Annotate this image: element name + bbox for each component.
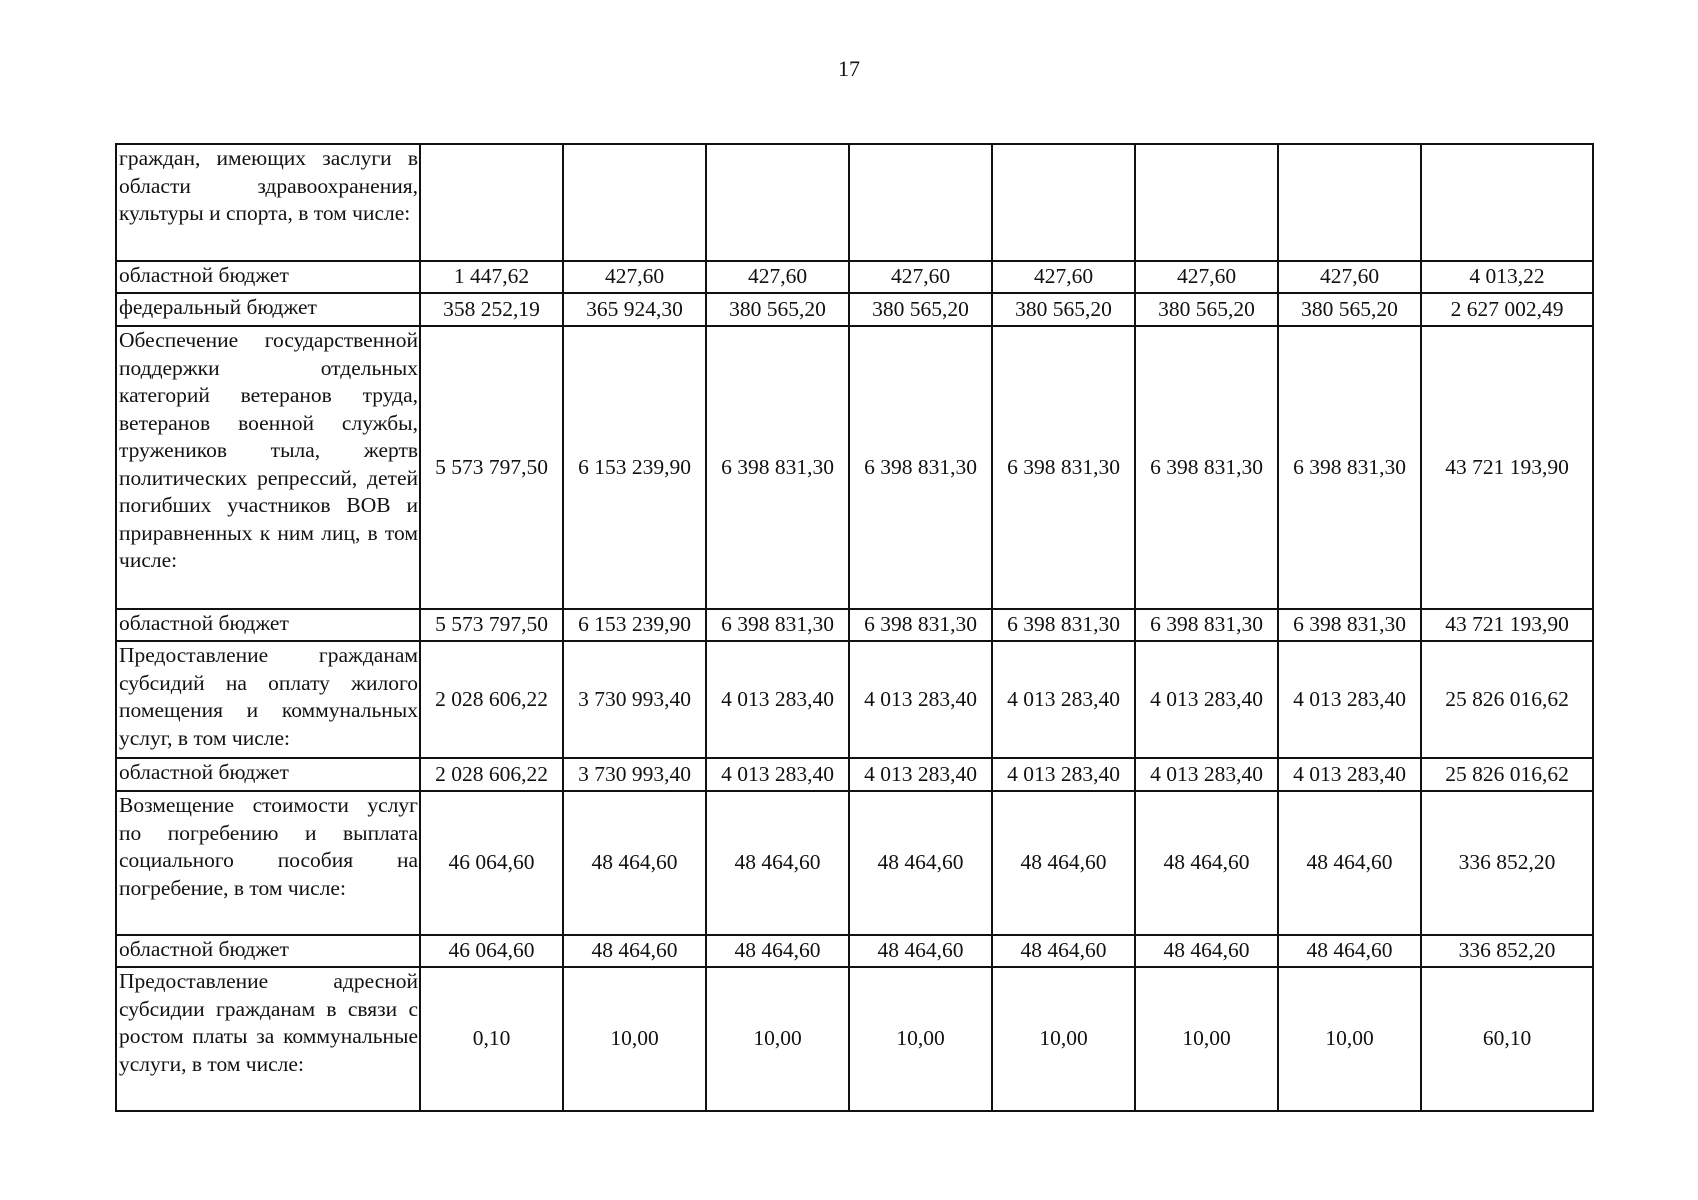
value-cell: 48 464,60 [849, 935, 992, 967]
value-cell: 4 013 283,40 [706, 758, 849, 791]
value-cell: 3 730 993,40 [563, 758, 706, 791]
value-cell: 48 464,60 [563, 935, 706, 967]
value-cell: 427,60 [849, 261, 992, 293]
value-cell [849, 144, 992, 261]
table-row [116, 609, 1593, 641]
value-cell: 4 013 283,40 [849, 758, 992, 791]
value-cell: 427,60 [1278, 261, 1421, 293]
value-cell: 427,60 [992, 261, 1135, 293]
value-cell: 48 464,60 [1278, 791, 1421, 935]
value-cell [706, 144, 849, 261]
value-cell: 6 398 831,30 [1135, 326, 1278, 609]
total-cell: 43 721 193,90 [1421, 609, 1593, 641]
table-row [116, 758, 1593, 791]
value-cell: 48 464,60 [706, 935, 849, 967]
value-cell: 5 573 797,50 [420, 326, 563, 609]
row-label: Обеспечение государственной поддержки отдельных категорий ветеранов труда, ветеранов военной службы, тружеников тыла, жертв политических репрессий, детей погибших участников ВОВ и приравненных к ним лиц, в том числе: [116, 326, 420, 609]
value-cell: 380 565,20 [1135, 293, 1278, 326]
table-row [116, 641, 1593, 758]
total-cell: 2 627 002,49 [1421, 293, 1593, 326]
value-cell: 1 447,62 [420, 261, 563, 293]
value-cell: 48 464,60 [992, 791, 1135, 935]
value-cell: 4 013 283,40 [1278, 758, 1421, 791]
value-cell [1135, 144, 1278, 261]
table-row [116, 791, 1593, 935]
value-cell [420, 144, 563, 261]
row-label: областной бюджет [116, 261, 420, 293]
value-cell: 4 013 283,40 [1135, 641, 1278, 758]
table-row [116, 293, 1593, 326]
value-cell: 380 565,20 [706, 293, 849, 326]
value-cell: 427,60 [563, 261, 706, 293]
value-cell: 358 252,19 [420, 293, 563, 326]
page-number: 17 [838, 56, 860, 81]
value-cell: 3 730 993,40 [563, 641, 706, 758]
row-label: областной бюджет [116, 935, 420, 967]
value-cell: 6 153 239,90 [563, 609, 706, 641]
total-cell: 25 826 016,62 [1421, 758, 1593, 791]
total-cell: 336 852,20 [1421, 935, 1593, 967]
value-cell [1278, 144, 1421, 261]
row-label: областной бюджет [116, 758, 420, 791]
value-cell: 4 013 283,40 [706, 641, 849, 758]
value-cell: 10,00 [1278, 967, 1421, 1111]
value-cell: 10,00 [563, 967, 706, 1111]
value-cell: 6 398 831,30 [706, 609, 849, 641]
value-cell [992, 144, 1135, 261]
table-row [116, 967, 1593, 1111]
value-cell: 4 013 283,40 [992, 758, 1135, 791]
table-row [116, 326, 1593, 609]
table-row [116, 144, 1593, 261]
value-cell: 427,60 [1135, 261, 1278, 293]
value-cell: 6 398 831,30 [1278, 326, 1421, 609]
value-cell: 6 153 239,90 [563, 326, 706, 609]
value-cell: 46 064,60 [420, 935, 563, 967]
value-cell: 365 924,30 [563, 293, 706, 326]
value-cell: 10,00 [992, 967, 1135, 1111]
total-cell: 336 852,20 [1421, 791, 1593, 935]
value-cell: 48 464,60 [1278, 935, 1421, 967]
value-cell: 10,00 [706, 967, 849, 1111]
row-label: Возмещение стоимости услуг по погребению и выплата социального пособия на погребение, в том числе: [116, 791, 420, 935]
value-cell: 380 565,20 [992, 293, 1135, 326]
value-cell: 6 398 831,30 [706, 326, 849, 609]
table-row [116, 261, 1593, 293]
value-cell: 6 398 831,30 [1278, 609, 1421, 641]
value-cell: 6 398 831,30 [849, 609, 992, 641]
value-cell: 4 013 283,40 [849, 641, 992, 758]
value-cell: 10,00 [849, 967, 992, 1111]
row-label: федеральный бюджет [116, 293, 420, 326]
value-cell: 4 013 283,40 [1135, 758, 1278, 791]
value-cell: 48 464,60 [1135, 935, 1278, 967]
value-cell: 10,00 [1135, 967, 1278, 1111]
table-row [116, 935, 1593, 967]
value-cell: 48 464,60 [1135, 791, 1278, 935]
value-cell: 4 013 283,40 [1278, 641, 1421, 758]
value-cell: 4 013 283,40 [992, 641, 1135, 758]
value-cell: 2 028 606,22 [420, 641, 563, 758]
value-cell: 48 464,60 [992, 935, 1135, 967]
value-cell: 0,10 [420, 967, 563, 1111]
value-cell: 6 398 831,30 [849, 326, 992, 609]
row-label: Предоставление гражданам субсидий на оплату жилого помещения и коммунальных услуг, в том числе: [116, 641, 420, 758]
value-cell: 380 565,20 [849, 293, 992, 326]
value-cell: 48 464,60 [849, 791, 992, 935]
value-cell: 6 398 831,30 [1135, 609, 1278, 641]
value-cell: 6 398 831,30 [992, 609, 1135, 641]
value-cell: 46 064,60 [420, 791, 563, 935]
value-cell: 427,60 [706, 261, 849, 293]
total-cell: 4 013,22 [1421, 261, 1593, 293]
value-cell: 2 028 606,22 [420, 758, 563, 791]
value-cell [563, 144, 706, 261]
value-cell: 48 464,60 [706, 791, 849, 935]
total-cell: 60,10 [1421, 967, 1593, 1111]
value-cell: 5 573 797,50 [420, 609, 563, 641]
row-label: Предоставление адресной субсидии гражданам в связи с ростом платы за коммунальные услуги, в том числе: [116, 967, 420, 1111]
row-label: граждан, имеющих заслуги в области здравоохранения, культуры и спорта, в том числе: [116, 144, 420, 261]
value-cell: 6 398 831,30 [992, 326, 1135, 609]
value-cell: 48 464,60 [563, 791, 706, 935]
value-cell: 380 565,20 [1278, 293, 1421, 326]
budget-table [115, 143, 1594, 1112]
total-cell: 25 826 016,62 [1421, 641, 1593, 758]
total-cell: 43 721 193,90 [1421, 326, 1593, 609]
total-cell [1421, 144, 1593, 261]
row-label: областной бюджет [116, 609, 420, 641]
